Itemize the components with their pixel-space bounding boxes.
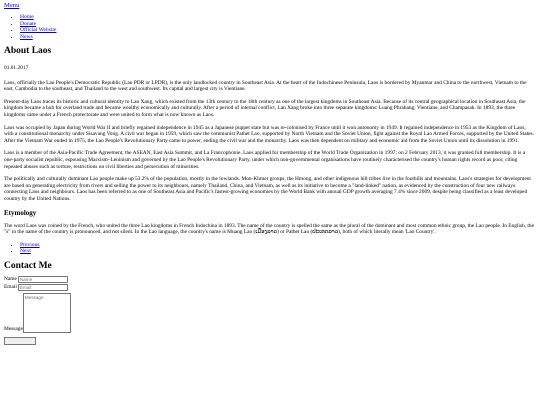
article-paragraph-5: The politically and culturally dominant Lao people make up 53.2% of the population, mostly in the lowlands. Mon-Khmer groups, the Hmong, and other indigenous hill tribes live in the foothills and mountains. Laos's strategies for development are based on generating electricity from rivers and selling the power to its neighbours, namely Thailand, China, and Vietnam, as well as its initiative to become a "land-linked" nation, as evidenced by the construction of four new railways connecting Laos and neighbours. Laos has been referred to as one of Southeast Asia and Pacific's fastest-growing economies by the World Bank with annual GDP growth averaging 7.4% since 2009, despite being classified as a least developed country by the United Nations. [4,176,531,202]
pager-item-next [20,248,534,255]
menu-link[interactable]: Menu [4,2,20,9]
article-date: 01.01.2017 [4,65,29,71]
contact-form [4,276,534,345]
email-row [4,284,534,292]
email-field[interactable] [18,284,68,291]
nav-link-donate[interactable]: Donate [20,20,37,27]
email-label: Email [4,284,17,291]
nav-link-official-website[interactable]: Official Website [20,27,57,33]
article-paragraph-3: Laos was occupied by Japan during World War II and briefly regained independence in 1945 as a Japanese puppet state but was re-colonised by France until it won autonomy in 1949. It regained independence in 1953 as the Kingdom of Laos, with a constitutional monarchy under Sisavang Vong. A civil war began in 1959, which saw the communist Pathet Lao, supported by North Vietnam and the Soviet Union, fight against the Royal Lao Armed Forces, supported by the United States. After the Vietnam War ended in 1975, the Lao People's Revolutionary Party came to power, ending the civil war and the monarchy. Laos was then dependent on military and economic aid from the Soviet Union until its dissolution in 1991. [4,124,534,144]
nav-link-news[interactable]: News [20,33,33,40]
message-label: Message [4,326,23,333]
article-paragraph-1: Laos, officially the Lao People's Democratic Republic (Lao PDR or LPDR), is the only landlocked country in Southeast Asia. At the heart of the Indochinese Peninsula, Laos is bordered by Myanmar and China to the northwest, Vietnam to the east, Cambodia to the southeast, and Thailand to the west and southwest. Its capital and largest city is Vientiane. [4,79,527,93]
contact-heading: Contact Me [4,260,52,271]
etymology-heading: Etymology [4,208,37,217]
name-label: Name [4,276,17,283]
etymology-paragraph: The word Laos was coined by the French, who united the three Lao kingdoms in French Indochina in 1893. The name of the country is spelled the same as the plural of the dominant and most common ethnic group, the Lao people. In English, the "s" in the name of the country is pronounced, and not silent. In the Lao language, the country's name is Muang Lao (ເມືອງລາວ) or Pathet Lao (ປະເທດລາວ), both of which literally mean 'Lao Country'. [4,222,535,236]
nav-link-home[interactable]: Home [20,14,34,20]
previous-link[interactable]: Previous [20,241,40,248]
page [4,2,534,345]
nav-item-news [20,34,534,41]
article-paragraph-4: Laos is a member of the Asia-Pacific Trade Agreement, the ASEAN, East Asia Summit, and La Francophonie. Laos applied for membership of the World Trade Organization in 1997; on 2 February 2013, it was granted full membership. It is a one-party socialist republic, espousing Marxism–Leninism and governed by the Lao People's Revolutionary Party, under which non-governmental organisations have routinely characterised the country's human rights record as poor, citing repeated abuses such as torture, restrictions on civil liberties and persecution of minorities. [4,150,526,170]
submit-button[interactable] [4,337,36,345]
message-field[interactable] [23,293,71,333]
nav-list [4,14,534,40]
next-link[interactable]: Next [20,248,31,255]
name-row [4,276,534,284]
name-field[interactable] [18,276,68,283]
message-row [4,293,534,333]
article-paragraph-2: Present-day Laos traces its historic and cultural identity to Lan Xang, which existed from the 13th century to the 18th century as one of the largest kingdoms in Southeast Asia. Because of its central geographical location in Southeast Asia, the kingdom became a hub for overland trade and became wealthy economically and culturally. After a period of internal conflict, Lan Xang broke into three separate kingdoms: Luang Phrabang, Vientiane, and Champasak. In 1893, the three kingdoms came under a French protectorate and were united to form what is now known as Laos. [4,98,526,118]
article-title: About Laos [4,46,52,56]
pager [4,242,534,255]
